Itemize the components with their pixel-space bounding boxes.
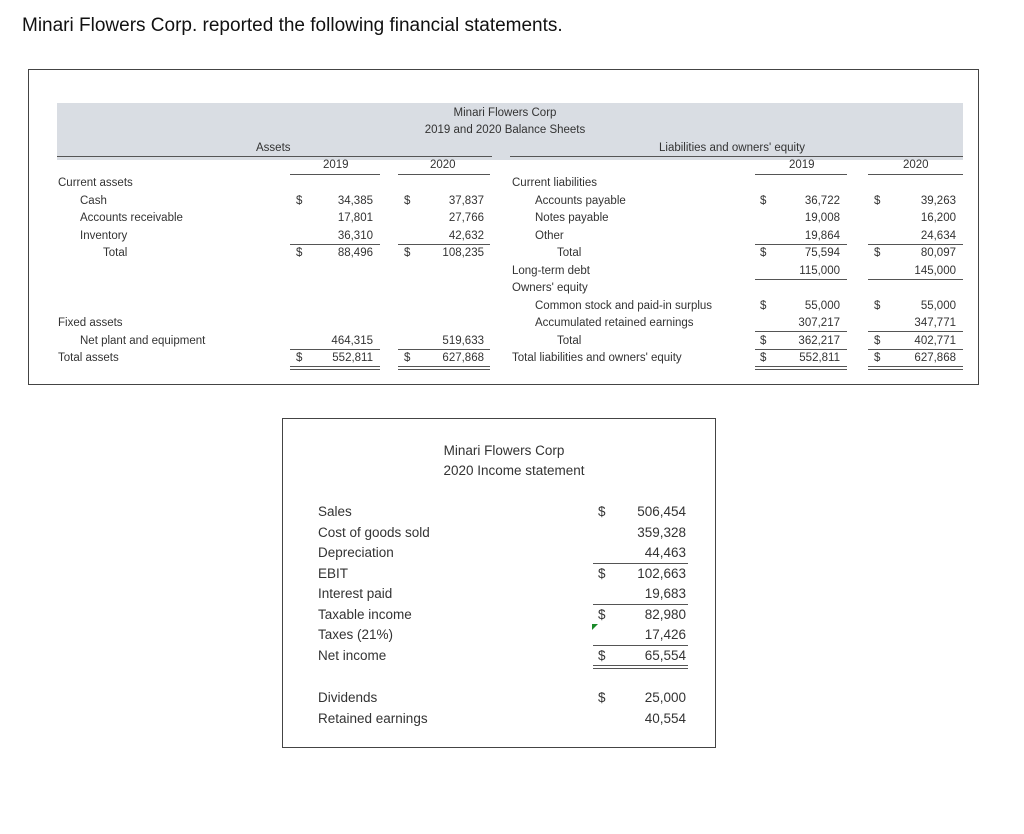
bs-ap-label: Accounts payable <box>535 195 626 207</box>
bs-currency: $ <box>874 247 881 259</box>
is-row-value: 40,554 <box>644 711 686 726</box>
bs-ca-total-2020: 108,235 <box>442 247 484 259</box>
bs-rule <box>868 174 963 175</box>
bs-currency: $ <box>760 335 767 347</box>
bs-np-2019: 19,008 <box>804 212 840 224</box>
bs-year-2019-assets: 2019 <box>323 159 349 171</box>
cell-comment-marker-icon <box>592 624 598 630</box>
bs-total-le-label: Total liabilities and owners' equity <box>512 352 682 364</box>
bs-rule <box>290 349 380 350</box>
is-double-rule <box>593 665 688 669</box>
bs-retained-2019: 307,217 <box>798 317 840 329</box>
is-currency: $ <box>598 566 606 581</box>
bs-rule <box>290 174 380 175</box>
bs-np-label: Notes payable <box>535 212 609 224</box>
bs-year-2020-liab: 2020 <box>903 159 929 171</box>
bs-total-assets-label: Total assets <box>58 352 119 364</box>
bs-ca-total-2019: 88,496 <box>337 247 373 259</box>
bs-rule <box>290 244 380 245</box>
bs-cash-label: Cash <box>80 195 107 207</box>
bs-currency: $ <box>874 195 881 207</box>
is-row-value: 102,663 <box>637 566 686 581</box>
is-company: Minari Flowers Corp <box>443 443 565 458</box>
is-row-value: 506,454 <box>637 504 686 519</box>
bs-rule <box>755 174 847 175</box>
bs-total-assets-2019: 552,811 <box>332 352 373 364</box>
bs-rule <box>868 331 963 332</box>
page-heading: Minari Flowers Corp. reported the following financial statements. <box>22 15 563 36</box>
bs-double-rule <box>290 366 380 370</box>
is-rule <box>593 604 688 605</box>
bs-rule <box>398 349 490 350</box>
is-row-value: 65,554 <box>644 648 686 663</box>
bs-total-le-2020: 627,868 <box>914 352 956 364</box>
bs-currency: $ <box>874 335 881 347</box>
bs-ca-total-label: Total <box>103 247 128 259</box>
is-row-label: Taxes (21%) <box>318 627 394 642</box>
bs-rule <box>755 331 847 332</box>
bs-current-assets-label: Current assets <box>58 177 133 189</box>
bs-title: 2019 and 2020 Balance Sheets <box>424 124 586 136</box>
bs-currency: $ <box>760 195 767 207</box>
bs-rule <box>398 244 490 245</box>
bs-currency: $ <box>404 195 411 207</box>
bs-inventory-2020: 42,632 <box>448 230 484 242</box>
is-rule <box>593 645 688 646</box>
bs-net-plant-2019: 464,315 <box>331 335 373 347</box>
bs-ar-label: Accounts receivable <box>80 212 183 224</box>
is-row-label: Net income <box>318 648 387 663</box>
bs-other-label: Other <box>535 230 564 242</box>
bs-inventory-label: Inventory <box>80 230 128 242</box>
bs-current-liab-label: Current liabilities <box>512 177 598 189</box>
bs-currency: $ <box>296 247 303 259</box>
bs-ar-2020: 27,766 <box>448 212 484 224</box>
bs-liab-header: Liabilities and owners' equity <box>659 142 806 154</box>
is-row-label: Taxable income <box>318 607 412 622</box>
bs-rule <box>868 244 963 245</box>
bs-rule <box>755 279 847 280</box>
is-row-label: Interest paid <box>318 586 393 601</box>
is-rule <box>593 563 688 564</box>
bs-cl-total-2020: 80,097 <box>920 247 956 259</box>
bs-np-2020: 16,200 <box>920 212 956 224</box>
is-row-label: Depreciation <box>318 545 394 560</box>
bs-year-2019-liab: 2019 <box>789 159 815 171</box>
is-currency: $ <box>598 690 606 705</box>
bs-rule <box>755 244 847 245</box>
is-row-value: 19,683 <box>644 586 686 601</box>
is-row-value: 25,000 <box>644 690 686 705</box>
bs-ltd-label: Long-term debt <box>512 265 590 277</box>
bs-common-2019: 55,000 <box>804 300 840 312</box>
bs-double-rule <box>398 366 490 370</box>
bs-net-plant-label: Net plant and equipment <box>80 335 206 347</box>
bs-other-2020: 24,634 <box>920 230 956 242</box>
bs-rule <box>398 174 490 175</box>
is-row-value: 44,463 <box>644 545 686 560</box>
is-row-label: Dividends <box>318 690 378 705</box>
bs-currency: $ <box>404 247 411 259</box>
bs-owners-equity-label: Owners' equity <box>512 282 588 294</box>
is-currency: $ <box>598 648 606 663</box>
bs-currency: $ <box>296 352 303 364</box>
is-row-label: EBIT <box>318 566 349 581</box>
bs-rule <box>868 279 963 280</box>
bs-rule <box>755 349 847 350</box>
bs-assets-header: Assets <box>256 142 291 154</box>
bs-eq-total-label: Total <box>557 335 582 347</box>
bs-currency: $ <box>874 300 881 312</box>
bs-year-2020-assets: 2020 <box>430 159 456 171</box>
is-row-value: 17,426 <box>644 627 686 642</box>
is-row-label: Cost of goods sold <box>318 525 430 540</box>
bs-total-le-2019: 552,811 <box>799 352 840 364</box>
bs-eq-total-2019: 362,217 <box>798 335 840 347</box>
bs-retained-label: Accumulated retained earnings <box>535 317 694 329</box>
bs-currency: $ <box>760 247 767 259</box>
bs-assets-header-rule <box>57 156 492 157</box>
bs-ap-2019: 36,722 <box>804 195 840 207</box>
bs-ap-2020: 39,263 <box>920 195 956 207</box>
is-row-value: 82,980 <box>644 607 686 622</box>
is-title: 2020 Income statement <box>443 463 585 478</box>
bs-total-assets-2020: 627,868 <box>442 352 484 364</box>
bs-currency: $ <box>874 352 881 364</box>
bs-ltd-2019: 115,000 <box>799 265 840 277</box>
bs-ltd-2020: 145,000 <box>914 265 956 277</box>
bs-double-rule <box>755 366 847 370</box>
bs-cl-total-2019: 75,594 <box>804 247 840 259</box>
bs-currency: $ <box>404 352 411 364</box>
bs-eq-total-2020: 402,771 <box>914 335 956 347</box>
bs-rule <box>868 349 963 350</box>
bs-net-plant-2020: 519,633 <box>442 335 484 347</box>
bs-ar-2019: 17,801 <box>337 212 373 224</box>
bs-cash-2020: 37,837 <box>448 195 484 207</box>
is-currency: $ <box>598 504 606 519</box>
is-currency: $ <box>598 607 606 622</box>
bs-cash-2019: 34,385 <box>337 195 373 207</box>
bs-cl-total-label: Total <box>557 247 582 259</box>
bs-company: Minari Flowers Corp <box>453 107 557 119</box>
bs-currency: $ <box>760 352 767 364</box>
bs-retained-2020: 347,771 <box>914 317 956 329</box>
is-row-label: Sales <box>318 504 352 519</box>
is-row-label: Retained earnings <box>318 711 428 726</box>
bs-fixed-assets-label: Fixed assets <box>58 317 123 329</box>
is-row-value: 359,328 <box>637 525 686 540</box>
bs-currency: $ <box>760 300 767 312</box>
bs-other-2019: 19,864 <box>804 230 840 242</box>
bs-double-rule <box>868 366 963 370</box>
bs-common-label: Common stock and paid-in surplus <box>535 300 713 312</box>
bs-liab-header-rule <box>510 156 963 157</box>
bs-inventory-2019: 36,310 <box>337 230 373 242</box>
bs-currency: $ <box>296 195 303 207</box>
bs-common-2020: 55,000 <box>920 300 956 312</box>
